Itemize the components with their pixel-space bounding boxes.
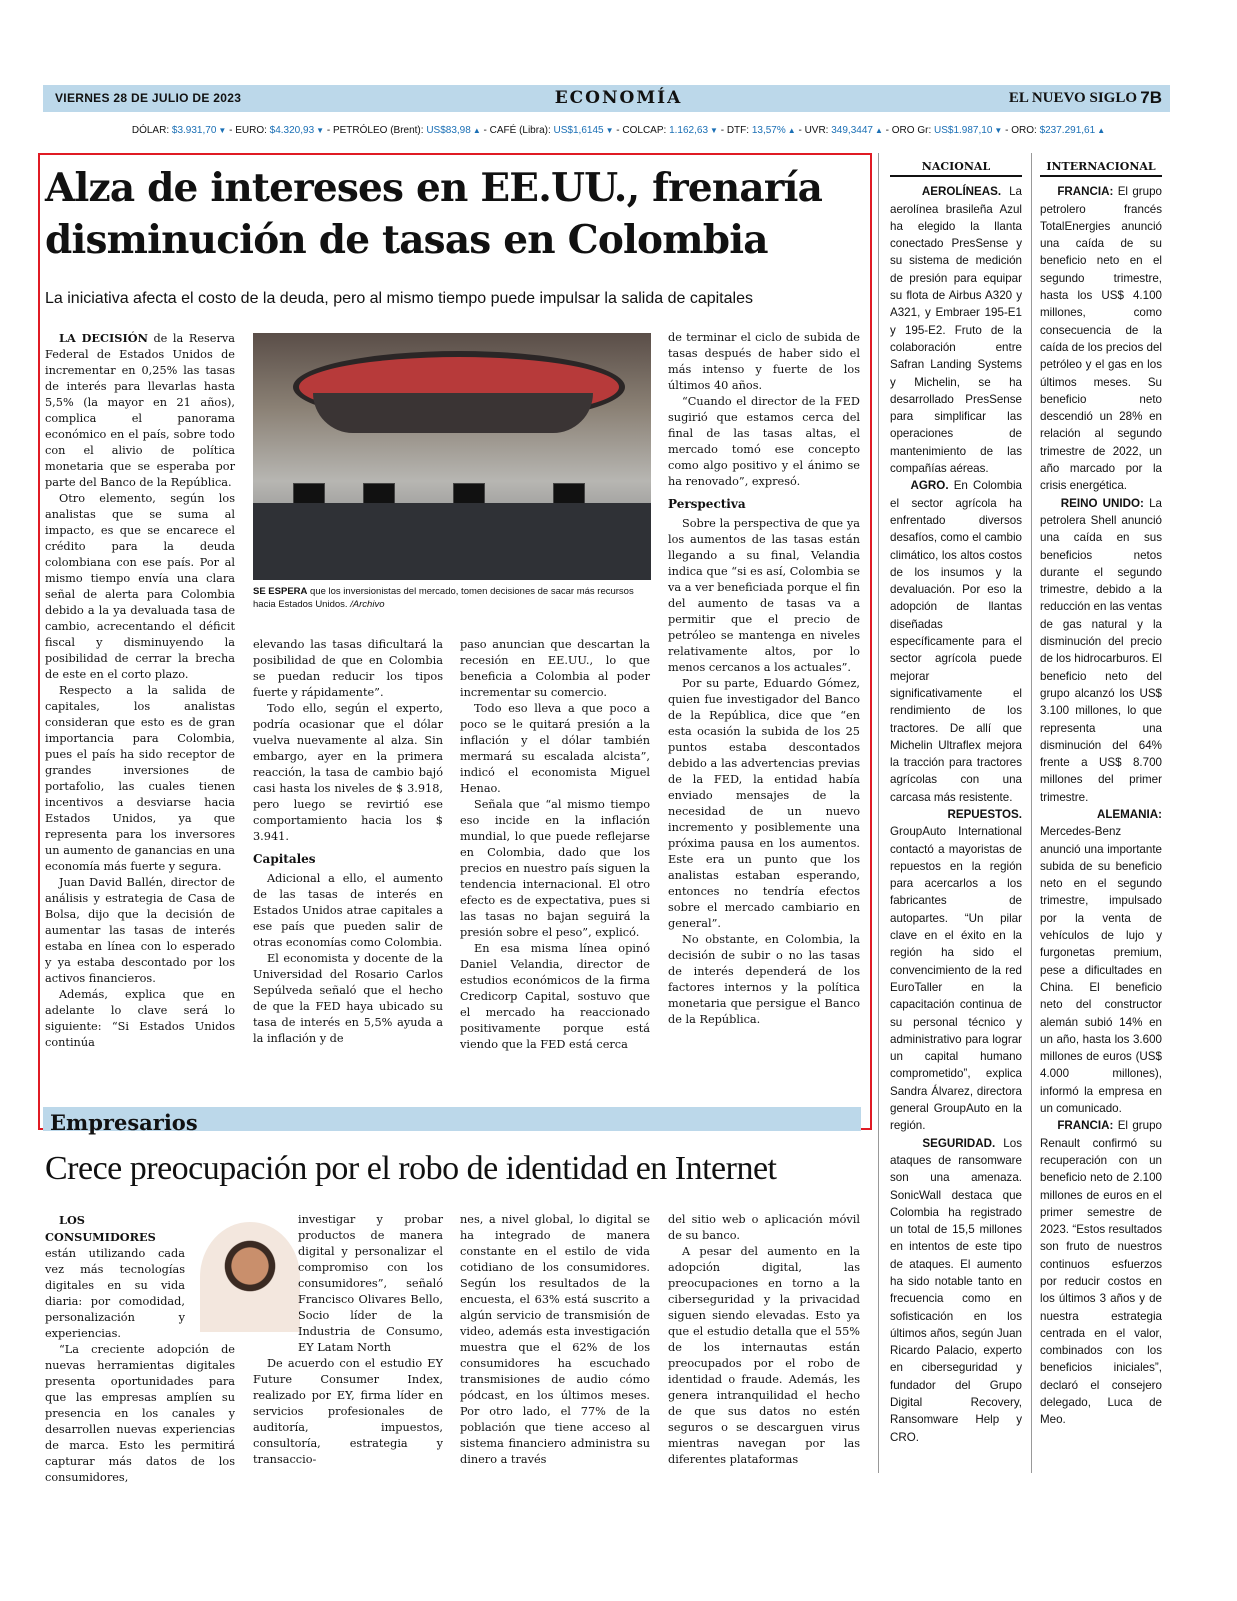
main-col1-p4: Además, explica que en adelante lo clave será lo siguiente: “Si Estados Unidos continúa <box>45 988 235 1049</box>
second-column-1 <box>45 1212 235 1486</box>
ticker-item: ORO Gr: US$1.987,10 ▼ <box>892 125 1003 136</box>
photo-caption: SE ESPERA que los inversionistas del mercado, tomen decisiones de sacar más recursos hacia Estados Unidos. /Archivo <box>253 586 634 610</box>
sidebar-divider-middle <box>1031 153 1032 1473</box>
second-column-3 <box>460 1212 650 1468</box>
main-col1-p0: LA DECISIÓN de la Reserva Federal de Estados Unidos de incrementar en 0,25% las tasas de interés para llevarlas hasta 5,5% (la mayor en 21 años), complica el panorama económico en el país, sobre todo con el alivio de política monetaria que se esperaba por parte del Banco de la República. <box>45 331 236 489</box>
main-col4-p0: de terminar el ciclo de subida de tasas después de haber sido el más intenso y fuerte de los últimos 40 años. <box>668 331 860 392</box>
sidebar-internacional <box>1040 158 1162 1429</box>
section-label-empresarios: Empresarios <box>50 1110 198 1135</box>
main-col4-p1: “Cuando el director de la FED sugirió que estamos cerca del final de las tasas altas, el mercado tomó ese concepto como algo positivo y el ánimo se ha renovado”, expresó. <box>668 395 860 488</box>
main-column-3 <box>460 637 650 1053</box>
sidebar-nacional-heading: NACIONAL <box>890 158 1022 177</box>
main-column-4 <box>668 330 860 1028</box>
main-col2-p3: El economista y docente de la Universidad del Rosario Carlos Sepúlveda señaló que el hecho de que la FED haya ubicado su tasa de interés en 5,5% ayuda a la inflación y de <box>253 952 443 1045</box>
publication-name: EL NUEVO SIGLO <box>1008 90 1137 106</box>
second-lead: LOS CONSUMIDORES <box>45 1213 156 1244</box>
issue-date: VIERNES 28 DE JULIO DE 2023 <box>55 91 242 105</box>
second-col2-p1: De acuerdo con el estudio EY Future Consumer Index, realizado por EY, firma líder en servicios profesionales de auditoría, impuestos, consultoría, estrategia y transaccio- <box>253 1357 443 1466</box>
sidebar-nacional-item: AEROLÍNEAS. La aerolínea brasileña Azul ha elegido la llanta conectado PresSense y su sistema de medición de presión para equipar su flota de Airbus A320 y A321, y Embraer 195-E1 y 195-E2. Fruto de la colaboración entre Safran Landing Systems y Michelin, se ha desarrollado PresSense para simplificar las operaciones de mantenimiento de las compañías aéreas. <box>890 185 1022 476</box>
second-col1-p0: LOS CONSUMIDORES están utilizando cada vez más tecnologías digitales en su vida diaria: por comodidad, personalización y experiencias. <box>45 1213 185 1340</box>
sidebar-nacional-item: AGRO. En Colombia el sector agrícola ha enfrentado diversos desafíos, como el cambio climático, los altos costos de los insumos y la devaluación. Por eso la adopción de llantas diseñadas específicamente para el sector agrícola puede mejorar significativamente el rendimiento de los tractores. De allí que Michelin Ultraflex mejora la tracción para tractores agrícolas con una carcasa más resistente. <box>890 479 1022 804</box>
main-col4-p3: Por su parte, Eduardo Gómez, quien fue investigador del Banco de la República, dice que “en esta ocasión la subida de los 25 puntos estaba descontados debido a las advertencias previas de la FED, la entidad había enviado mensajes de la necesidad de un nuevo incremento y posiblemente una próxima pausa en los aumentos. Este era un punto que los analistas estaban esperando, entonces no tendría efectos sobre el mercado cambiario en general”. <box>668 677 860 930</box>
second-col2-p0: investigar y probar productos de manera digital y personalizar el compromiso con los consumidores”, señaló Francisco Olivares Bello, Socio líder de la Industria de Consumo, EY Latam North <box>298 1213 443 1354</box>
sidebar-nacional-item: SEGURIDAD. Los ataques de ransomware son una amenaza. SonicWall destaca que Colombia ha registrado un total de 15,5 millones en intentos de este tipo de ataques. El aumento ha sido notable tanto en frecuencia como en sofisticación en los últimos años, según Juan Ricardo Palacio, experto en ciberseguridad y fundador del Grupo Digital Recovery, Ransomware Help y CRO. <box>890 1136 1022 1444</box>
sidebar-internacional-item: FRANCIA: El grupo petrolero francés TotalEnergies anunció una caída de su beneficio neto en el segundo trimestre, hasta los US$ 4.100 millones, como consecuencia de la caída de los precios del petróleo y el gas en los últimos meses. Su beneficio neto descendió un 28% en relación al segundo trimestre de 2022, un año marcado por la crisis energética. <box>1040 185 1162 493</box>
main-subtitle: La iniciativa afecta el costo de la deuda, pero al mismo tiempo puede impulsar la salida de capitales <box>45 290 753 307</box>
sidebar-nacional <box>890 158 1022 1446</box>
ticker-item: CAFÉ (Libra): US$1,6145 ▼ <box>490 125 614 136</box>
second-col3-p0: nes, a nivel global, lo digital se ha integrado de manera constante en el estilo de vida cotidiano de los consumidores. Según los resultados de la encuesta, el 63% está suscrito a algún servicio de transmisión de video, además esta investigación muestra que el 62% de los consumidores ha escuchado transmisiones de audio cómo pódcast, en los últimos meses. Por otro lado, el 77% de la población que tiene acceso al sistema financiero administra su dinero a través <box>460 1213 650 1466</box>
sidebar-internacional-item: REINO UNIDO: La petrolera Shell anunció una caída en sus beneficios netos durante el segundo trimestre, debido a la reducción en las ventas de gas natural y la disminución del precio de los hidrocarburos. El beneficio neto del grupo alcanzó los US$ 3.100 millones, lo que representa una disminución del 64% frente a US$ 8.700 millones del primer trimestre. <box>1040 496 1162 804</box>
second-column-4 <box>668 1212 860 1468</box>
ticker-item: DÓLAR: $3.931,70 ▼ <box>132 125 226 136</box>
ticker-item: DTF: 13,57% ▲ <box>727 125 796 136</box>
main-col4-p2: Sobre la perspectiva de que ya los aumentos de las tasas están llegando a su final, Velandia indica que “si es así, Colombia se va a ver beneficiada porque el fin del aumento de tasas va a permitir que el precio de petróleo se mantenga en niveles relativamente altos, por lo menos cercanos a los actuales”. <box>668 517 860 674</box>
main-col2-p2: Adicional a ello, el aumento de las tasas de interés en Estados Unidos atrae capitales a ese país que pueden salir de otras economías como Colombia. <box>253 872 443 949</box>
main-lead: LA DECISIÓN <box>59 331 148 345</box>
main-col3-p2: Señala que “al mismo tiempo eso incide en la inflación mundial, lo que puede reflejarse en Colombia, dado que los precios en nuestro país siguen la tendencia internacional. El otro efecto es de expectativa, pues si las tasas no bajan seguirá la presión sobre el peso”, explicó. <box>460 798 650 939</box>
ticker-item: COLCAP: 1.162,63 ▼ <box>622 125 718 136</box>
sidebar-nacional-item: REPUESTOS. GroupAuto International contactó a mayoristas de repuestos en la región para acercarlos a los fabricantes de autopartes. “Un pilar clave en el éxito en la región ha sido el convencimiento de la red EuroTaller en la capacitación continua de su personal técnico y administrativo para lograr un capital humano comprometido”, explica Sandra Álvarez, directora general GroupAuto en la región. <box>890 807 1022 1133</box>
newsroom-photo <box>253 333 651 580</box>
ticker-item: UVR: 349,3447 ▲ <box>805 125 883 136</box>
second-col1-p1: “La creciente adopción de nuevas herramientas digitales presenta oportunidades para que las empresas amplíen su presencia en los canales y desarrollen nuevas experiencias de marca. Esto les permitirá capturar más datos de los consumidores, <box>45 1343 235 1484</box>
main-col3-p3: En esa misma línea opinó Daniel Velandia, director de estudios económicos de la firma Credicorp Capital, sostuvo que el mercado ha reaccionado positivamente porque está viendo que la FED está cerca <box>460 942 650 1051</box>
section-title: ECONOMÍA <box>554 88 683 108</box>
main-col1-p2: Respecto a la salida de capitales, los analistas consideran que esto es de gran importancia para Colombia, pues el país ha sido receptor de grandes inversiones de portafolio, las cuales tienen incentivos a desviarse hacia Estados Unidos, ya que representa para los inversores un aumento de ganancias en una economía más fuerte y segura. <box>45 684 235 873</box>
sidebar-internacional-heading: INTERNACIONAL <box>1040 158 1162 177</box>
page-number: 7B <box>1140 88 1162 107</box>
ticker-item: ORO: $237.291,61 ▲ <box>1011 125 1105 136</box>
main-headline: Alza de intereses en EE.UU., frenaría disminución de tasas en Colombia <box>45 165 823 263</box>
main-column-1 <box>45 330 235 1051</box>
sidebar-internacional-item: ALEMANIA: Mercedes-Benz anunció una importante subida de su beneficio neto en el segundo trimestre, impulsado por la venta de vehículos de lujo y furgonetas premium, pese a dificultades en China. El beneficio neto del constructor alemán subió 14% en un año, hasta los 3.600 millones de euros (US$ 4.000 millones), informó la empresa en un comunicado. <box>1040 807 1162 1116</box>
second-col4-p1: A pesar del aumento en la adopción digital, las preocupaciones en torno a la ciberseguridad y la privacidad siguen siendo elevadas. Esto ya que el estudio detalla que el 55% de los internautas están preocupados por el robo de identidad o fraude. Además, les genera intranquilidad el hecho de que sus datos no estén seguros o se descarguen virus mientras navegan por las diferentes plataformas <box>668 1245 860 1466</box>
sidebar-internacional-item: FRANCIA: El grupo Renault confirmó su recuperación con un beneficio neto de 2.100 millones de euros en el primer semestre de 2023. “Estos resultados son fruto de nuestros continuos esfuerzos por reducir costos en los últimos 3 años y de nuestra estrategia centrada en el valor, combinados con los beneficios iniciales”, declaró el consejero delegado, Luca de Meo. <box>1040 1119 1162 1427</box>
second-headline: Crece preocupación por el robo de identidad en Internet <box>45 1150 777 1187</box>
second-column-2 <box>253 1212 443 1468</box>
subhead-capitales: Capitales <box>253 852 316 866</box>
main-col4-p4: No obstante, en Colombia, la decisión de subir o no las tasas de interés dependerá de los factores internos y la política monetaria que persigue el Banco de la República. <box>668 933 860 1026</box>
market-ticker: DÓLAR: $3.931,70 ▼ - EURO: $4.320,93 ▼ - PETRÓLEO (Brent): US$83,98 ▲ - CAFÉ (Libra): US$1,6145 ▼ - COLCAP: 1.162,63 ▼ - DTF: 13,57% ▲ - UVR: 349,3447 ▲ - ORO Gr: US$1.987,10 ▼ - ORO: $237.291,61 ▲ <box>0 125 1237 136</box>
ticker-item: PETRÓLEO (Brent): US$83,98 ▲ <box>333 125 481 136</box>
main-column-2 <box>253 637 443 1047</box>
sidebar-divider-left <box>878 153 879 1473</box>
main-col2-p0: elevando las tasas dificultará la posibilidad de que en Colombia se puedan reducir los tipos fuerte y rápidamente”. <box>253 638 443 699</box>
ticker-item: EURO: $4.320,93 ▼ <box>235 125 324 136</box>
subhead-perspectiva: Perspectiva <box>668 497 746 511</box>
main-col3-p0: paso anuncian que descartan la recesión en EE.UU., lo que beneficia a Colombia al poder incrementar su comercio. <box>460 638 650 699</box>
main-col3-p1: Todo eso lleva a que poco a poco se le quitará presión a la inflación y el dólar también mermará su escalada alcista”, indicó el economista Miguel Henao. <box>460 702 650 795</box>
main-col1-p1: Otro elemento, según los analistas que se suma al impacto, es que se encarece el crédito para la deuda colombiana con ese país. Por al mismo tiempo envía una clara señal de alerta para Colombia debido a la ya devaluada tasa de cambio, acrecentando el déficit fiscal y disminuyendo la posibilidad de cerrar la brecha de este en el corto plazo. <box>45 492 235 681</box>
main-col1-p3: Juan David Ballén, director de análisis y estrategia de Casa de Bolsa, dijo que la decisión de aumentar las tasas de interés estaba en línea con lo esperado y ya estaba descontado por los activos financieros. <box>45 876 235 985</box>
second-col4-p0: del sitio web o aplicación móvil de su banco. <box>668 1213 860 1242</box>
main-col2-p1: Todo ello, según el experto, podría ocasionar que el dólar vuelva nuevamente al alza. Sin embargo, ayer en la primera reacción, la tasa de cambio bajó casi hasta los niveles de $ 3.918, pero luego se revirtió ese comportamiento hacia los $ 3.941. <box>253 702 443 843</box>
